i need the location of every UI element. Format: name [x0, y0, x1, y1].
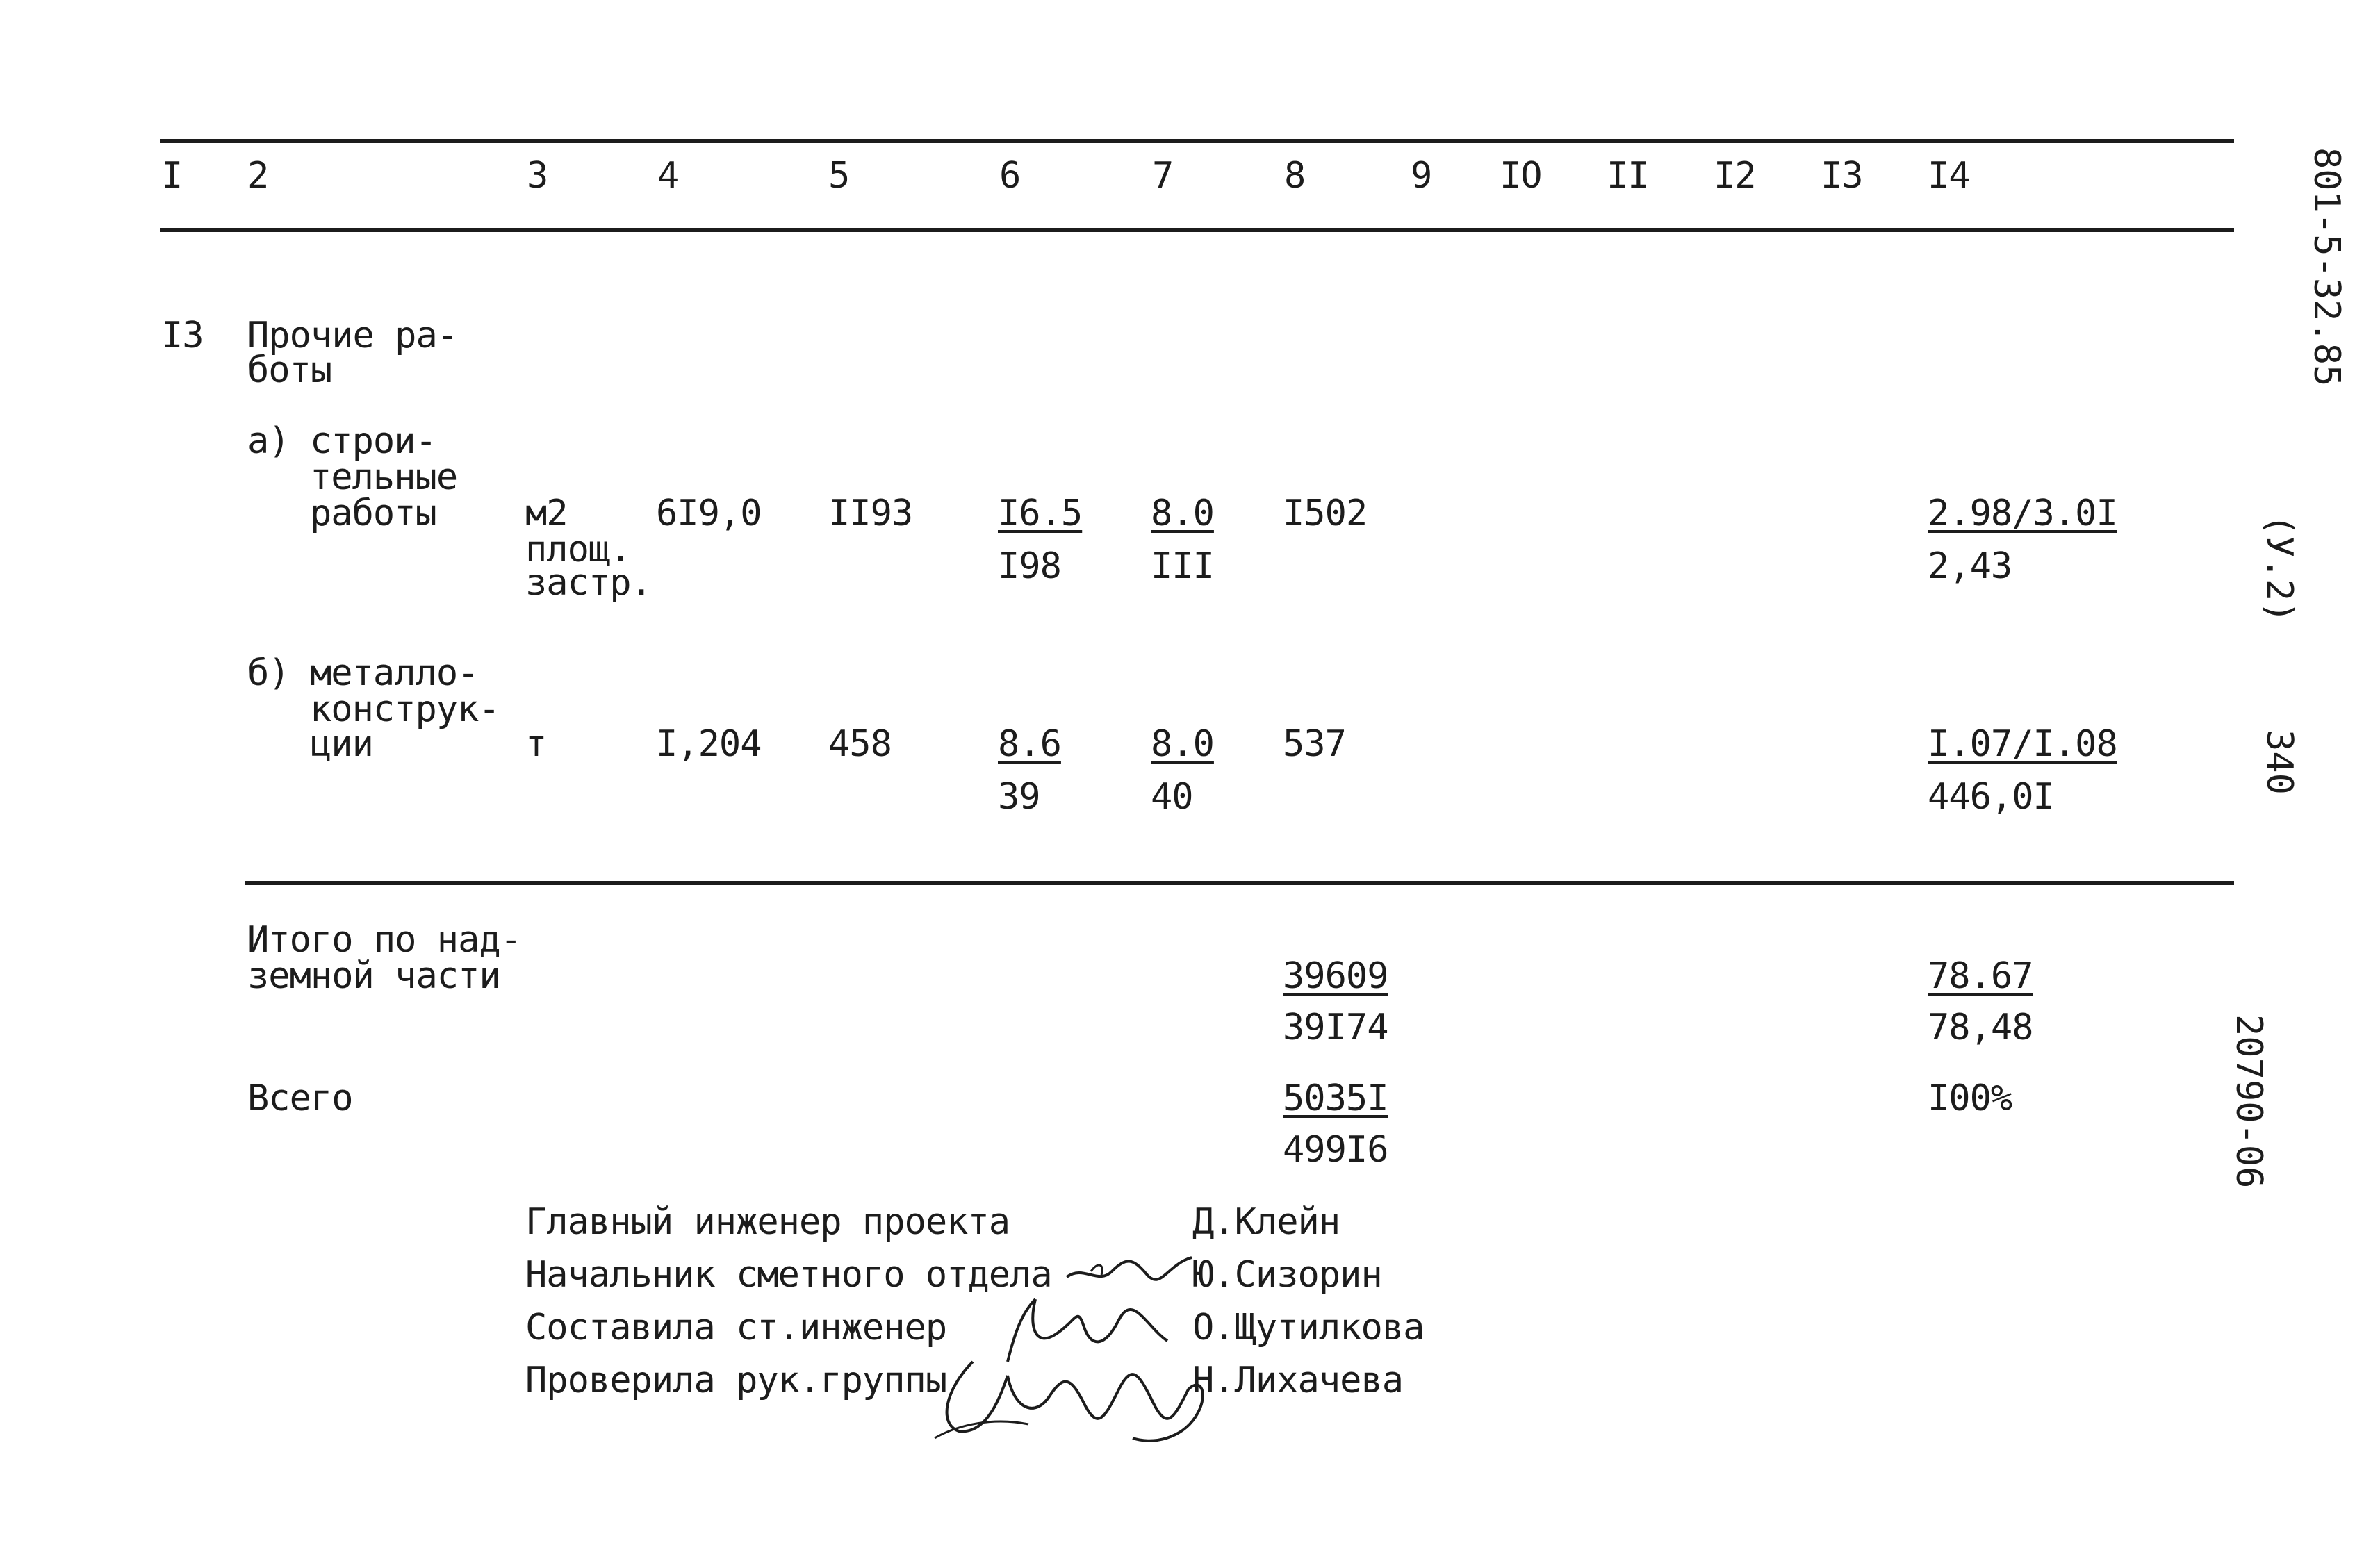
col14-bottom: 2,43 [1928, 545, 2012, 587]
archive-number: 20790-06 [2228, 1014, 2270, 1189]
col-header-8: 8 [1284, 155, 1306, 197]
col-header-13: I3 [1821, 155, 1863, 197]
unit-line3: застр. [525, 562, 652, 604]
row-name-line1: металло- [310, 652, 479, 694]
grand-col14: I00% [1928, 1078, 2012, 1119]
grand-col8-bottom: 499I6 [1283, 1129, 1388, 1171]
row-name-line3: работы [310, 493, 436, 534]
signature-role-1: Главный инженер проекта [525, 1201, 1010, 1243]
col-header-12: I2 [1714, 155, 1756, 197]
col14-top: 2.98/3.0I [1928, 493, 2117, 534]
header-top-rule [160, 139, 2234, 143]
col6-top: 8.6 [998, 723, 1061, 765]
unit-line1: м2 [525, 493, 568, 534]
signature-name-2: Ю.Сизорин [1192, 1254, 1382, 1296]
row-letter: б) [247, 652, 290, 694]
col-header-4: 4 [657, 155, 679, 197]
total-col8-bottom: 39I74 [1283, 1007, 1388, 1048]
totals-rule [245, 881, 2234, 885]
signature-name-3: О.Щутилкова [1192, 1307, 1425, 1348]
total-label-line1: Итого по над- [247, 919, 521, 961]
total-col14-bottom: 78,48 [1928, 1007, 2033, 1048]
unit: т [525, 723, 547, 765]
unit-line2: площ. [525, 529, 631, 570]
row-name-line2: тельные [310, 456, 458, 498]
signature-name-1: Д.Клейн [1192, 1201, 1340, 1243]
signature-role-4: Проверила рук.группы [525, 1360, 947, 1401]
item-number: I3 [161, 315, 204, 356]
handwritten-signature-3 [931, 1348, 1223, 1452]
header-bottom-rule [160, 228, 2234, 232]
col8-value: 537 [1283, 723, 1346, 765]
row-name-line2: конструк- [310, 688, 500, 730]
total-label-line2: земной части [247, 955, 500, 997]
item-title-line1: Прочие ра- [247, 315, 459, 356]
total-col14-top: 78.67 [1928, 955, 2033, 997]
quantity: I,204 [656, 723, 762, 765]
total-col8-top: 39609 [1283, 955, 1388, 997]
col6-bottom: I98 [998, 545, 1061, 587]
col8-value: I502 [1283, 493, 1368, 534]
row-name-line1: строи- [310, 420, 436, 462]
col7-bottom: 40 [1151, 776, 1193, 818]
col5-value: 458 [828, 723, 892, 765]
signature-name-4: Н.Лихачева [1192, 1360, 1404, 1401]
col-header-11: II [1607, 155, 1649, 197]
col14-bottom: 446,0I [1928, 776, 2054, 818]
section-code: (У.2) [2258, 514, 2300, 623]
col-header-10: IO [1500, 155, 1542, 197]
signature-role-2: Начальник сметного отдела [525, 1254, 1052, 1296]
col-header-2: 2 [247, 155, 269, 197]
col-header-7: 7 [1152, 155, 1174, 197]
document-code: 801-5-32.85 [2306, 147, 2347, 387]
col-header-1: I [161, 155, 183, 197]
col7-top: 8.0 [1151, 723, 1214, 765]
quantity: 6I9,0 [656, 493, 762, 534]
row-name-line3: ции [310, 723, 373, 765]
col7-bottom: III [1151, 545, 1214, 587]
col-header-14: I4 [1928, 155, 1970, 197]
col5-value: II93 [828, 493, 913, 534]
col-header-6: 6 [999, 155, 1021, 197]
handwritten-signature-1 [1063, 1244, 1195, 1292]
page-number: 340 [2258, 729, 2300, 795]
col-header-3: 3 [527, 155, 548, 197]
col-header-5: 5 [828, 155, 850, 197]
row-letter: а) [247, 420, 290, 462]
col7-top: 8.0 [1151, 493, 1214, 534]
item-title-line2: боты [247, 349, 332, 391]
col14-top: I.07/I.08 [1928, 723, 2117, 765]
col6-bottom: 39 [998, 776, 1040, 818]
grand-total-label: Всего [247, 1078, 353, 1119]
grand-col8-top: 5035I [1283, 1078, 1388, 1119]
col6-top: I6.5 [998, 493, 1083, 534]
col-header-9: 9 [1411, 155, 1432, 197]
signature-role-3: Составила ст.инженер [525, 1307, 947, 1348]
